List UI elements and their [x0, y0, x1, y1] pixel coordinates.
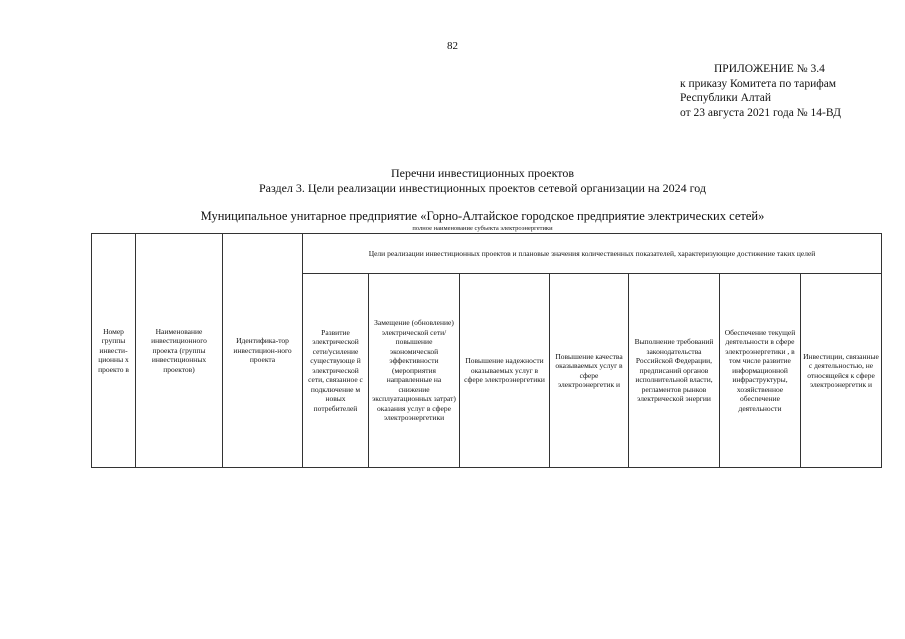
- header-goal-network-replacement: Замещение (обновление) электрической сети/повышение экономической эффективности (мероприятия направленные на снижение эксплуатационных затрат) оказания услуг в сфере электроэнергетики: [369, 274, 460, 468]
- appendix-title: ПРИЛОЖЕНИЕ № 3.4: [714, 63, 825, 75]
- table-header-row-top: [92, 234, 882, 274]
- page-number: 82: [447, 40, 458, 52]
- appendix-line-date: от 23 августа 2021 года № 14-ВД: [680, 106, 841, 119]
- header-goal-current-activity: Обеспечение текущей деятельности в сфере электроэнергетики , в том числе развитие информационной инфраструктуры, хозяйственное обеспечение деятельности: [720, 274, 801, 468]
- appendix-block: [680, 62, 841, 120]
- header-goal-legal-compliance: Выполнение требований законодательства Российской Федерации, предписаний органов исполнительной власти, регламентов рынков электрической энергии: [629, 274, 720, 468]
- investment-goals-table: [91, 233, 882, 468]
- appendix-line-order: к приказу Комитета по тарифам: [680, 77, 837, 90]
- document-subtitle: Раздел 3. Цели реализации инвестиционных проектов сетевой организации на 2024 год: [258, 181, 707, 195]
- organization-caption: полное наименование субъекта электроэнергетики: [412, 225, 553, 232]
- header-goals-group: Цели реализации инвестиционных проектов и плановые значения количественных показателей, характеризующие достижение таких целей: [303, 234, 882, 274]
- header-project-identifier: Идентифика-тор инвестицион-ного проекта: [223, 234, 303, 468]
- header-goal-network-development: Развитие электрической сети/усиление существующе й электрической сети, связанное с подключение м новых потребителей: [303, 274, 369, 468]
- header-goal-non-energy: Инвестиции, связанные с деятельностью, не относящейся к сфере электроэнергетик и: [801, 274, 882, 468]
- organization-name: Муниципальное унитарное предприятие «Горно-Алтайское городское предприятие электрических сетей»: [200, 209, 765, 223]
- header-project-name: Наименование инвестиционного проекта (группы инвестиционных проектов): [136, 234, 223, 468]
- header-goal-quality: Повышение качества оказываемых услуг в сфере электроэнергетик и: [550, 274, 629, 468]
- appendix-line-republic: Республики Алтай: [680, 92, 772, 104]
- header-group-number: Номер группы инвести-ционны х проекто в: [92, 234, 136, 468]
- document-title: Перечни инвестиционных проектов: [390, 166, 575, 180]
- header-goal-reliability: Повышение надежности оказываемых услуг в сфере электроэнергетики: [460, 274, 550, 468]
